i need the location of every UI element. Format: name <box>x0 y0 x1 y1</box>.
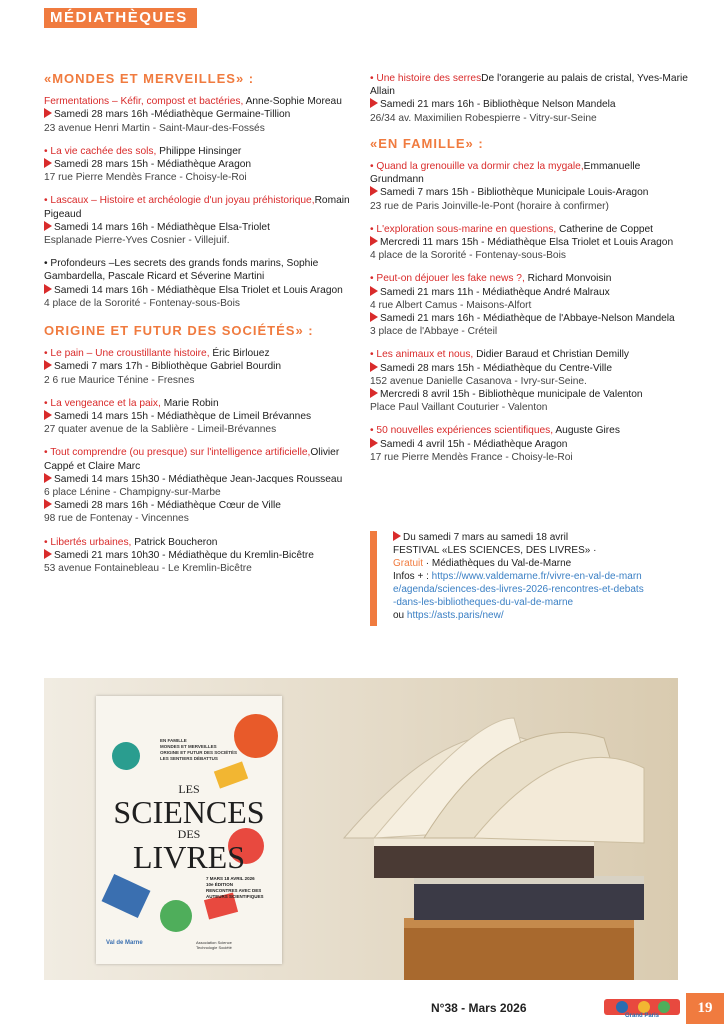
arrow-icon <box>370 438 378 448</box>
arrow-icon <box>44 499 52 509</box>
event-date: Samedi 7 mars 17h - Bibliothèque Gabriel Bourdin <box>44 360 360 373</box>
festival-poster <box>96 696 282 964</box>
issue-number: N°38 - Mars 2026 <box>431 1001 527 1015</box>
festival-link-2[interactable]: https://asts.paris/new/ <box>406 610 504 621</box>
arrow-icon <box>393 531 401 541</box>
event-date: Samedi 21 mars 10h30 - Médiathèque du Kremlin-Bicêtre <box>44 549 360 562</box>
event-entry <box>370 348 690 414</box>
arrow-icon <box>44 284 52 294</box>
festival-dates: Du samedi 7 mars au samedi 18 avril <box>393 531 646 544</box>
books-photo <box>44 678 678 980</box>
event-author: Emmanuelle Grundmann <box>370 161 641 186</box>
event-author: Catherine de Coppet <box>556 223 654 235</box>
event-author: Marie Robin <box>160 397 219 409</box>
event-address: 2 6 rue Maurice Ténine - Fresnes <box>44 374 195 386</box>
event-address: 4 place de la Sororité - Fontenay-sous-Bois <box>44 297 240 309</box>
arrow-icon <box>44 158 52 168</box>
section-list <box>370 72 690 125</box>
event-title: Fermentations – Kéfir, compost et bactéries, <box>44 96 244 108</box>
arrow-icon <box>370 362 378 372</box>
poster-logo-asts: Association Science Technologie Société <box>196 940 232 950</box>
event-entry <box>44 95 360 135</box>
arrow-icon <box>370 98 378 108</box>
event-title: Les animaux et nous, <box>376 349 474 361</box>
event-title: La vie cachée des sols, <box>50 145 157 157</box>
section-list <box>370 160 690 464</box>
event-address: 23 rue de Paris Joinville-le-Pont (horaire à confirmer) <box>370 200 609 212</box>
event-address: 27 quater avenue de la Sablière - Limeil-Brévannes <box>44 424 277 436</box>
event-heading: • L'exploration sous-marine en questions, Catherine de Coppet <box>370 223 654 235</box>
event-entry <box>370 424 690 464</box>
event-entry <box>44 257 360 310</box>
festival-free: Gratuit <box>393 558 424 569</box>
festival-where: Gratuit · Médiathèques du Val-de-Marne <box>393 558 572 569</box>
poster-subtitles: EN FAMILLE MONDES ET MERVEILLES ORIGINE ET FUTUR DES SOCIÉTÉS LES SENTIERS DÉBATTUS <box>160 738 238 761</box>
event-entry <box>44 446 360 525</box>
right-column <box>370 72 690 474</box>
arrow-icon <box>44 108 52 118</box>
event-heading: • Quand la grenouille va dormir chez la mygale,Emmanuelle Grundmann <box>370 161 641 186</box>
event-author: Éric Birlouez <box>209 348 270 360</box>
event-heading: • La vengeance et la paix, Marie Robin <box>44 397 219 409</box>
event-date: Mercredi 11 mars 15h - Médiathèque Elsa Triolet et Louis Aragon <box>370 236 690 249</box>
event-date: Samedi 14 mars 15h - Médiathèque de Limeil Brévannes <box>44 410 360 423</box>
arrow-icon <box>44 549 52 559</box>
festival-alt: ou https://asts.paris/new/ <box>393 610 504 621</box>
event-address: Esplanade Pierre-Yves Cosnier - Villejuif. <box>44 235 230 247</box>
event-date: Samedi 14 mars 15h30 - Médiathèque Jean-Jacques Rousseau <box>44 473 360 486</box>
arrow-icon <box>370 286 378 296</box>
event-title: Peut-on déjouer les fake news ?, <box>376 273 525 285</box>
arrow-icon <box>44 410 52 420</box>
event-author: Didier Baraud et Christian Demilly <box>473 349 629 361</box>
event-author: Profondeurs –Les secrets des grands fonds marins, Sophie Gambardella, Pascale Ricard et Séverine Martini <box>44 258 319 283</box>
event-address: 4 rue Albert Camus - Maisons-Alfort <box>370 299 532 311</box>
event-heading: • Les animaux et nous, Didier Baraud et Christian Demilly <box>370 349 629 361</box>
event-title: Le pain – Une croustillante histoire, <box>50 348 210 360</box>
left-column <box>44 72 360 585</box>
page-number: 19 <box>686 993 724 1024</box>
section-title-mondes: «MONDES ET MERVEILLES» : <box>44 71 255 86</box>
magazine-logo: Grand Paris <box>604 997 680 1021</box>
festival-name: FESTIVAL «LES SCIENCES, DES LIVRES» · <box>393 545 597 556</box>
event-heading <box>44 95 360 108</box>
event-address: 6 place Lénine - Champigny-sur-Marbe <box>44 487 221 499</box>
event-entry <box>44 194 360 247</box>
arrow-icon <box>370 186 378 196</box>
event-address: Place Paul Vaillant Couturier - Valenton <box>370 402 548 414</box>
event-author: Philippe Hinsinger <box>156 145 242 157</box>
event-heading: • Lascaux – Histoire et archéologie d'un joyau préhistorique,Romain Pigeaud <box>44 195 350 220</box>
festival-infos: Infos + : https://www.valdemarne.fr/vivre-en-val-de-marne/agenda/sciences-des-livres-2026-rencontres-et-debats-dans-les-bibliotheques-du-val-de-marne <box>393 571 644 608</box>
event-heading: • Le pain – Une croustillante histoire, Éric Birlouez <box>44 348 270 360</box>
poster-logo-valdemarne: Val de Marne <box>106 940 143 946</box>
event-heading: • Une histoire des serresDe l'orangerie au palais de cristal, Yves-Marie Allain <box>370 73 688 98</box>
event-address: 152 avenue Danielle Casanova - Ivry-sur-Seine. <box>370 375 587 387</box>
event-heading: • 50 nouvelles expériences scientifiques, Auguste Gires <box>370 425 620 437</box>
event-date: Samedi 14 mars 16h - Médiathèque Elsa Triolet et Louis Aragon <box>44 284 360 297</box>
event-title: Quand la grenouille va dormir chez la mygale, <box>376 161 584 173</box>
event-title: Tout comprendre (ou presque) sur l'intelligence artificielle, <box>50 447 311 459</box>
event-author: De l'orangerie au palais de cristal, Yves-Marie Allain <box>370 73 688 98</box>
event-date: Mercredi 8 avril 15h - Bibliothèque municipale de Valenton <box>370 388 690 401</box>
event-address: 17 rue Pierre Mendès France - Choisy-le-Roi <box>44 172 247 184</box>
poster-title: LES SCIENCES DES LIVRES <box>113 782 265 875</box>
section-title-origine: ORIGINE ET FUTUR DES SOCIÉTÉS» : <box>44 323 314 339</box>
event-address: 17 rue Pierre Mendès France - Choisy-le-Roi <box>370 451 573 463</box>
festival-box <box>370 531 646 626</box>
arrow-icon <box>370 312 378 322</box>
event-entry <box>44 347 360 387</box>
arrow-icon <box>370 388 378 398</box>
event-author: Patrick Boucheron <box>131 536 218 548</box>
event-date: Samedi 28 mars 15h - Médiathèque du Centre-Ville <box>370 362 690 375</box>
event-title: La vengeance et la paix, <box>50 397 161 409</box>
poster-info: 7 MARS 18 AVRIL 2026 10e ÉDITION RENCONTRES AVEC DES AUTEURS SCIENTIFIQUES <box>206 876 264 899</box>
section-header-tag: MÉDIATHÈQUES <box>44 8 197 28</box>
event-author: Richard Monvoisin <box>524 273 612 285</box>
event-author: Anne-Sophie Moreau <box>243 96 342 108</box>
event-title: Lascaux – Histoire et archéologie d'un joyau préhistorique, <box>50 195 315 207</box>
event-title: Une histoire des serres <box>376 73 482 84</box>
event-title: Libertés urbaines, <box>50 536 132 548</box>
event-heading: • Profondeurs –Les secrets des grands fonds marins, Sophie Gambardella, Pascale Ricard et Séverine Martini <box>44 258 319 283</box>
event-address: 26/34 av. Maximilien Robespierre - Vitry-sur-Seine <box>370 112 597 124</box>
event-entry <box>370 272 690 338</box>
event-title: L'exploration sous-marine en questions, <box>376 223 557 235</box>
event-address: 3 place de l'Abbaye - Créteil <box>370 326 498 338</box>
event-heading: • Peut-on déjouer les fake news ?, Richard Monvoisin <box>370 273 612 285</box>
arrow-icon <box>44 360 52 370</box>
event-heading: • La vie cachée des sols, Philippe Hinsinger <box>44 145 242 157</box>
event-author: Auguste Gires <box>553 425 620 437</box>
event-date: Samedi 28 mars 15h - Médiathèque Aragon <box>44 158 360 171</box>
arrow-icon <box>44 221 52 231</box>
event-address: 53 avenue Fontainebleau - Le Kremlin-Bicêtre <box>44 563 252 575</box>
event-entry <box>44 145 360 185</box>
event-date: Samedi 28 mars 16h -Médiathèque Germaine-Tillion <box>44 108 360 121</box>
event-title: 50 nouvelles expériences scientifiques, <box>376 425 554 437</box>
arrow-icon <box>370 236 378 246</box>
event-address: 23 avenue Henri Martin - Saint-Maur-des-Fossés <box>44 122 265 134</box>
event-date: Samedi 21 mars 11h - Médiathèque André Malraux <box>370 286 690 299</box>
event-entry <box>44 397 360 437</box>
event-entry <box>370 72 690 125</box>
event-entry <box>370 223 690 263</box>
section-title-famille: «EN FAMILLE» : <box>370 135 484 151</box>
festival-link[interactable]: https://www.valdemarne.fr/vivre-en-val-de-marne/agenda/sciences-des-livres-2026-rencontres-et-debats-dans-les-bibliotheques-du-val-de-marne <box>393 571 644 608</box>
event-entry <box>370 160 690 213</box>
event-author: Romain Pigeaud <box>44 195 350 220</box>
event-date: Samedi 28 mars 16h - Médiathèque Cœur de Ville <box>44 499 360 512</box>
event-date: Samedi 21 mars 16h - Bibliothèque Nelson Mandela <box>370 98 690 111</box>
event-date: Samedi 4 avril 15h - Médiathèque Aragon <box>370 438 690 451</box>
section-list <box>44 95 360 310</box>
event-entry <box>44 536 360 576</box>
event-date: Samedi 21 mars 16h - Médiathèque de l'Abbaye-Nelson Mandela <box>370 312 690 325</box>
event-address: 98 rue de Fontenay - Vincennes <box>44 513 189 525</box>
event-heading: • Tout comprendre (ou presque) sur l'intelligence artificielle,Olivier Cappé et Claire Marc <box>44 447 340 472</box>
section-list <box>44 347 360 575</box>
event-date: Samedi 14 mars 16h - Médiathèque Elsa-Triolet <box>44 221 360 234</box>
arrow-icon <box>44 473 52 483</box>
event-heading: • Libertés urbaines, Patrick Boucheron <box>44 536 218 548</box>
event-date: Samedi 7 mars 15h - Bibliothèque Municipale Louis-Aragon <box>370 186 690 199</box>
event-address: 4 place de la Sororité - Fontenay-sous-Bois <box>370 250 566 262</box>
event-author: Olivier Cappé et Claire Marc <box>44 447 340 472</box>
